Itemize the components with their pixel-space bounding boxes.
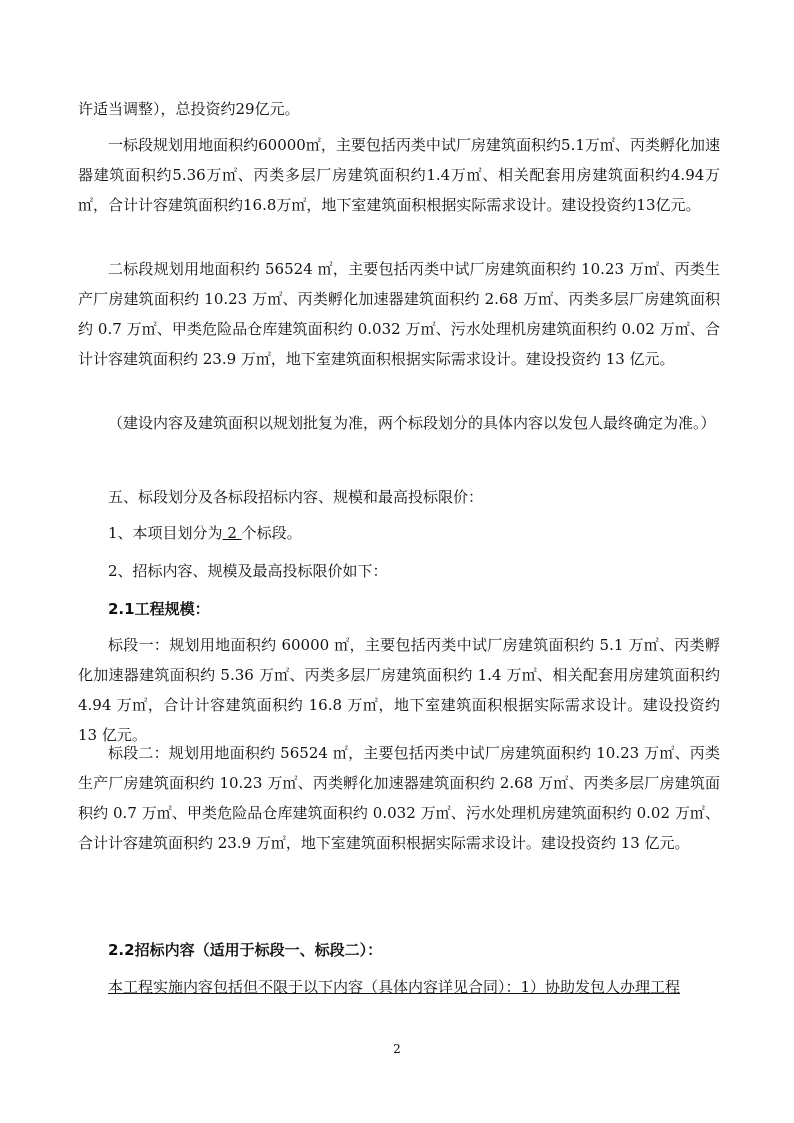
- heading-bid-content: 2.2招标内容（适用于标段一、标段二）：: [108, 941, 383, 959]
- paragraph-note: （建设内容及建筑面积以规划批复为准，两个标段划分的具体内容以发包人最终确定为准。）: [108, 414, 716, 432]
- heading-project-scale: 2.1工程规模：: [108, 600, 210, 618]
- sections-count-prefix: 1、本项目划分为: [108, 524, 223, 542]
- paragraph-lot-two-scale: 标段二：规划用地面积约 56524 ㎡，主要包括丙类中试厂房建筑面积约 10.23 万㎡、丙类生产厂房建筑面积约 10.23 万㎡、丙类孵化加速器建筑面积约 2.68 万㎡、丙类多层厂房建筑面积约 0.7 万㎡、甲类危险品仓库建筑面积约 0.032 万㎡、污水处理机房建筑面积约 0.02 万㎡、合计计容建筑面积约 23.9 万㎡，地下室建筑面积根据实际需求设计。建设投资约 13 亿元。: [78, 744, 720, 852]
- paragraph-sections-count: [78, 518, 720, 548]
- sections-count-suffix: 个标段。: [241, 524, 302, 542]
- paragraph-investment-total: 许适当调整），总投资约29亿元。: [78, 100, 300, 118]
- page-number: 2: [393, 1042, 401, 1056]
- paragraph-bid-scope-intro: 2、招标内容、规模及最高投标限价如下：: [108, 562, 388, 580]
- paragraph-lot-one-scale: 标段一：规划用地面积约 60000 ㎡，主要包括丙类中试厂房建筑面积约 5.1 万㎡、丙类孵化加速器建筑面积约 5.36 万㎡、丙类多层厂房建筑面积约 1.4 万㎡、相关配套用房建筑面积约 4.94 万㎡，合计计容建筑面积约 16.8 万㎡，地下室建筑面积根据实际需求设计。建设投资约 13 亿元。: [78, 636, 720, 744]
- paragraph-section-two-summary: 二标段规划用地面积约 56524 ㎡，主要包括丙类中试厂房建筑面积约 10.23 万㎡、丙类生产厂房建筑面积约 10.23 万㎡、丙类孵化加速器建筑面积约 2.68 万㎡、丙类多层厂房建筑面积约 0.7 万㎡、甲类危险品仓库建筑面积约 0.032 万㎡、污水处理机房建筑面积约 0.02 万㎡、合计计容建筑面积约 23.9 万㎡，地下室建筑面积根据实际需求设计。建设投资约 13 亿元。: [78, 260, 720, 368]
- heading-section-five: 五、标段划分及各标段招标内容、规模和最高投标限价：: [108, 488, 484, 506]
- paragraph-bid-content: 本工程实施内容包括但不限于以下内容（具体内容详见合同）：1）协助发包人办理工程: [108, 978, 681, 996]
- sections-count-value: 2: [222, 524, 242, 542]
- paragraph-section-one-summary: 一标段规划用地面积约60000㎡，主要包括丙类中试厂房建筑面积约5.1万㎡、丙类孵化加速器建筑面积约5.36万㎡、丙类多层厂房建筑面积约1.4万㎡、相关配套用房建筑面积约4.94万㎡，合计计容建筑面积约16.8万㎡，地下室建筑面积根据实际需求设计。建设投资约13亿元。: [78, 136, 720, 214]
